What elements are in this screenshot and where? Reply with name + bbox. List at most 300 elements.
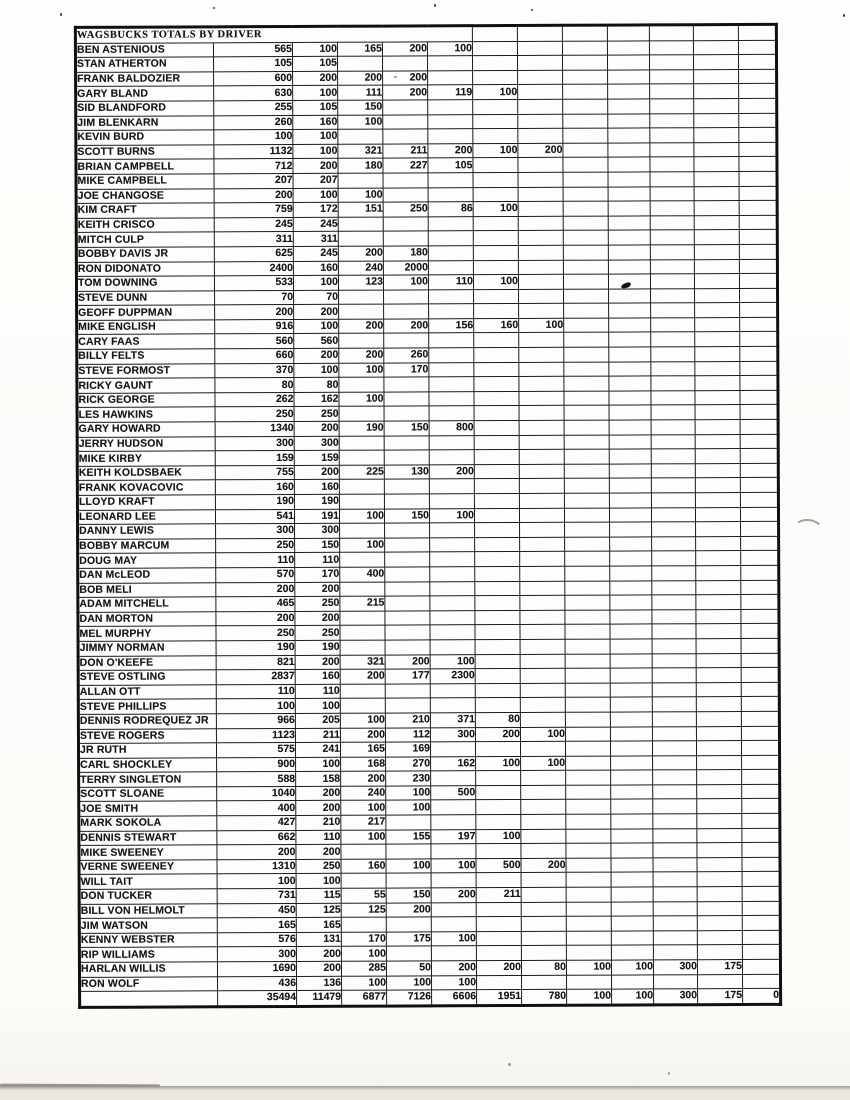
value-cell (565, 683, 610, 698)
value-cell: 250 (295, 596, 340, 611)
driver-name-cell: JIM WATSON (79, 918, 217, 933)
value-cell: 900 (217, 757, 296, 772)
value-cell (566, 800, 611, 815)
value-cell: 100 (293, 86, 338, 101)
driver-name-cell: DAN MORTON (78, 612, 216, 627)
value-cell (650, 172, 694, 187)
value-cell (473, 70, 518, 85)
value-cell (696, 653, 741, 668)
value-cell: 100 (427, 41, 472, 56)
driver-name-cell: BOBBY MARCUM (78, 539, 216, 554)
value-cell: 400 (340, 567, 385, 582)
value-cell (428, 187, 473, 202)
value-cell (428, 173, 473, 188)
value-cell (428, 129, 473, 144)
value-cell (651, 464, 695, 479)
value-cell: 100 (292, 42, 337, 57)
driver-name-cell: DANNY LEWIS (78, 524, 216, 539)
value-cell (518, 245, 563, 260)
value-cell (653, 916, 697, 931)
value-cell (610, 580, 652, 595)
value-cell: 100 (294, 319, 339, 334)
value-cell: 6606 (432, 990, 477, 1006)
driver-name-cell: RON DIDONATO (76, 261, 214, 276)
value-cell: 160 (341, 859, 386, 874)
value-cell (742, 930, 780, 945)
value-cell: 200 (216, 582, 295, 597)
value-cell (385, 552, 430, 567)
value-cell (609, 449, 651, 464)
value-cell (611, 931, 653, 946)
value-cell (519, 508, 564, 523)
value-cell (696, 595, 741, 610)
value-cell (740, 376, 778, 391)
value-cell (652, 653, 696, 668)
value-cell: 200 (382, 41, 427, 56)
value-cell (694, 84, 739, 99)
value-cell: 100 (473, 202, 518, 217)
value-cell (611, 756, 653, 771)
value-cell: 170 (384, 363, 429, 378)
driver-name-cell: TERRY SINGLETON (79, 772, 217, 787)
value-cell (697, 857, 742, 872)
title-empty-cell (562, 25, 607, 41)
value-cell: 150 (384, 508, 429, 523)
value-cell (476, 946, 521, 961)
value-cell: 100 (430, 654, 475, 669)
value-cell: 200 (341, 771, 386, 786)
value-cell (652, 595, 696, 610)
value-cell: 565 (213, 42, 292, 57)
value-cell: 250 (295, 626, 340, 641)
value-cell (475, 669, 520, 684)
value-cell: 1040 (217, 786, 296, 801)
driver-name-cell: MEL MURPHY (78, 626, 216, 641)
value-cell (741, 609, 779, 624)
value-cell (518, 99, 563, 114)
value-cell: 100 (214, 130, 293, 145)
value-cell (608, 186, 650, 201)
value-cell (518, 216, 563, 231)
value-cell (653, 814, 697, 829)
value-cell: 300 (653, 960, 697, 975)
value-cell: 270 (386, 757, 431, 772)
value-cell: 165 (337, 42, 382, 57)
value-cell (738, 40, 776, 55)
value-cell (338, 173, 383, 188)
value-cell (740, 317, 778, 332)
totals-empty-cell (80, 991, 218, 1007)
value-cell (340, 552, 385, 567)
value-cell (476, 844, 521, 859)
value-cell: 1340 (215, 422, 294, 437)
value-cell (650, 186, 694, 201)
value-cell (563, 172, 608, 187)
value-cell: 200 (476, 960, 521, 975)
value-cell (563, 230, 608, 245)
value-cell (742, 755, 780, 770)
value-cell (610, 566, 652, 581)
value-cell (430, 523, 475, 538)
value-cell: 200 (338, 71, 383, 86)
value-cell (565, 712, 610, 727)
value-cell: 100 (519, 318, 564, 333)
value-cell: 100 (340, 538, 385, 553)
value-cell (383, 114, 428, 129)
title-empty-cell (693, 25, 738, 41)
page-title: WAGSBUCKS TOTALS BY DRIVER (75, 26, 472, 43)
value-cell: 200 (215, 305, 294, 320)
value-cell: 80 (215, 378, 294, 393)
value-cell (341, 874, 386, 889)
value-cell: 100 (387, 975, 432, 990)
value-cell: 240 (341, 786, 386, 801)
value-cell: 200 (338, 246, 383, 261)
value-cell (431, 873, 476, 888)
value-cell: 211 (295, 728, 340, 743)
value-cell: 100 (431, 859, 476, 874)
driver-name-cell: WILL TAIT (79, 874, 217, 889)
value-cell: 170 (295, 567, 340, 582)
value-cell (429, 450, 474, 465)
value-cell (340, 684, 385, 699)
value-cell: 966 (216, 713, 295, 728)
value-cell: 800 (429, 421, 474, 436)
value-cell (521, 902, 566, 917)
value-cell (566, 873, 611, 888)
value-cell (473, 114, 518, 129)
value-cell (608, 113, 650, 128)
value-cell (651, 449, 695, 464)
value-cell: 169 (385, 742, 430, 757)
value-cell: 200 (295, 582, 340, 597)
value-cell (476, 742, 521, 757)
value-cell (740, 463, 778, 478)
value-cell (475, 639, 520, 654)
value-cell (518, 85, 563, 100)
value-cell (697, 916, 742, 931)
value-cell (473, 187, 518, 202)
value-cell: 110 (296, 830, 341, 845)
value-cell (519, 377, 564, 392)
driver-name-cell: DENNIS STEWART (79, 830, 217, 845)
value-cell (338, 129, 383, 144)
value-cell (610, 639, 652, 654)
value-cell (428, 260, 473, 275)
value-cell (739, 142, 777, 157)
value-cell (608, 216, 650, 231)
value-cell (518, 70, 563, 85)
value-cell: 180 (383, 246, 428, 261)
value-cell (339, 436, 384, 451)
wagsbucks-table (74, 23, 782, 1009)
value-cell (609, 391, 651, 406)
value-cell (383, 100, 428, 115)
value-cell: 100 (293, 129, 338, 144)
value-cell (384, 406, 429, 421)
value-cell (564, 493, 609, 508)
value-cell (739, 215, 777, 230)
driver-name-cell: SCOTT BURNS (76, 145, 214, 160)
value-cell (697, 872, 742, 887)
value-cell (697, 755, 742, 770)
value-cell (695, 332, 740, 347)
value-cell (385, 684, 430, 699)
pen-arc-mark (792, 518, 824, 543)
value-cell: 821 (216, 655, 295, 670)
value-cell (519, 333, 564, 348)
value-cell (476, 931, 521, 946)
value-cell (695, 376, 740, 391)
value-cell: 100 (295, 699, 340, 714)
value-cell (566, 931, 611, 946)
value-cell (741, 551, 779, 566)
value-cell (474, 406, 519, 421)
value-cell: 100 (338, 188, 383, 203)
driver-name-cell: STEVE PHILLIPS (78, 699, 216, 714)
value-cell (429, 479, 474, 494)
value-cell (339, 290, 384, 305)
value-cell (741, 536, 779, 551)
value-cell (610, 712, 652, 727)
value-cell (695, 390, 740, 405)
driver-name-cell: JIMMY NORMAN (78, 641, 216, 656)
value-cell: 576 (217, 932, 296, 947)
value-cell (521, 887, 566, 902)
value-cell: 245 (214, 217, 293, 232)
value-cell (608, 172, 650, 187)
scan-speck (508, 1063, 511, 1066)
driver-name-cell: MIKE ENGLISH (77, 320, 215, 335)
value-cell (339, 334, 384, 349)
value-cell (650, 128, 694, 143)
value-cell: 200 (296, 961, 341, 976)
value-cell (742, 813, 780, 828)
value-cell (654, 974, 698, 989)
value-cell (739, 84, 777, 99)
value-cell (697, 930, 742, 945)
value-cell (565, 537, 610, 552)
value-cell (518, 114, 563, 129)
value-cell (740, 288, 778, 303)
value-cell (696, 726, 741, 741)
value-cell: 165 (296, 917, 341, 932)
value-cell: 300 (217, 947, 296, 962)
value-cell (339, 494, 384, 509)
value-cell (610, 624, 652, 639)
value-cell (695, 288, 740, 303)
value-cell (383, 217, 428, 232)
value-cell: 227 (383, 158, 428, 173)
value-cell: 712 (214, 159, 293, 174)
value-cell: 165 (340, 742, 385, 757)
value-cell (651, 332, 695, 347)
value-cell: 170 (341, 932, 386, 947)
value-cell (608, 128, 650, 143)
value-cell (741, 667, 779, 682)
value-cell: 151 (338, 202, 383, 217)
value-cell: 311 (293, 232, 338, 247)
value-cell (609, 362, 651, 377)
value-cell (610, 683, 652, 698)
value-cell (650, 84, 694, 99)
value-cell: 300 (654, 989, 698, 1005)
value-cell (742, 886, 780, 901)
value-cell (652, 522, 696, 537)
value-cell: 11479 (297, 990, 342, 1006)
driver-name-cell: CARY FAAS (77, 334, 215, 349)
value-cell (611, 945, 653, 960)
value-cell (695, 493, 740, 508)
value-cell (386, 815, 431, 830)
value-cell (694, 259, 739, 274)
value-cell (385, 523, 430, 538)
value-cell (520, 654, 565, 669)
value-cell: 112 (385, 727, 430, 742)
value-cell: 100 (429, 508, 474, 523)
value-cell (653, 872, 697, 887)
driver-name-cell: MIKE CAMPBELL (76, 174, 214, 189)
driver-name-cell: MIKE SWEENEY (79, 845, 217, 860)
value-cell (610, 668, 652, 683)
value-cell (607, 41, 649, 56)
value-cell: 119 (428, 85, 473, 100)
value-cell: 205 (295, 713, 340, 728)
value-cell (739, 98, 777, 113)
value-cell (742, 872, 780, 887)
value-cell: 115 (296, 888, 341, 903)
value-cell (608, 230, 650, 245)
value-cell (695, 317, 740, 332)
value-cell (610, 726, 652, 741)
value-cell: 1132 (214, 144, 293, 159)
value-cell (339, 377, 384, 392)
value-cell (520, 625, 565, 640)
value-cell (474, 348, 519, 363)
value-cell (697, 887, 742, 902)
value-cell (474, 391, 519, 406)
value-cell (565, 654, 610, 669)
value-cell (694, 142, 739, 157)
value-cell (651, 303, 695, 318)
value-cell (474, 464, 519, 479)
value-cell (740, 449, 778, 464)
value-cell (653, 755, 697, 770)
value-cell (608, 84, 650, 99)
driver-name-cell: JIM BLENKARN (76, 115, 214, 130)
value-cell (385, 581, 430, 596)
value-cell: 50 (386, 961, 431, 976)
value-cell (652, 609, 696, 624)
value-cell (428, 231, 473, 246)
value-cell (611, 814, 653, 829)
value-cell (609, 332, 651, 347)
value-cell: 200 (217, 845, 296, 860)
value-cell (519, 435, 564, 450)
value-cell (563, 201, 608, 216)
value-cell (652, 580, 696, 595)
value-cell (739, 186, 777, 201)
value-cell (476, 771, 521, 786)
value-cell (520, 668, 565, 683)
value-cell (519, 464, 564, 479)
value-cell (698, 974, 743, 989)
value-cell: 100 (341, 801, 386, 816)
value-cell (696, 697, 741, 712)
driver-name-cell: RIP WILLIAMS (79, 947, 217, 962)
value-cell (651, 376, 695, 391)
value-cell (521, 873, 566, 888)
value-cell (474, 304, 519, 319)
scan-speck (843, 14, 845, 17)
value-cell (565, 581, 610, 596)
value-cell: 136 (297, 976, 342, 991)
value-cell (473, 231, 518, 246)
value-cell (338, 217, 383, 232)
value-cell (518, 158, 563, 173)
driver-name-cell: DOUG MAY (78, 553, 216, 568)
value-cell: 755 (215, 465, 294, 480)
driver-name-cell: RICK GEORGE (77, 393, 215, 408)
value-cell: 100 (293, 275, 338, 290)
value-cell (652, 726, 696, 741)
value-cell (653, 843, 697, 858)
value-cell: 130 (384, 465, 429, 480)
value-cell (696, 638, 741, 653)
value-cell (696, 551, 741, 566)
value-cell (608, 99, 650, 114)
value-cell (428, 216, 473, 231)
driver-name-cell: KEVIN BURD (76, 130, 214, 145)
driver-name-cell: KEITH KOLDSBAEK (77, 466, 215, 481)
value-cell (519, 406, 564, 421)
value-cell: 159 (215, 451, 294, 466)
value-cell (740, 346, 778, 361)
value-cell: 300 (215, 436, 294, 451)
value-cell (694, 55, 739, 70)
value-cell: 100 (296, 757, 341, 772)
value-cell (476, 917, 521, 932)
value-cell (611, 843, 653, 858)
value-cell: 0 (743, 989, 781, 1005)
value-cell (563, 187, 608, 202)
value-cell (564, 391, 609, 406)
value-cell: 255 (214, 100, 293, 115)
value-cell (695, 449, 740, 464)
value-cell (650, 230, 694, 245)
value-cell (695, 361, 740, 376)
value-cell (472, 41, 517, 56)
value-cell (521, 931, 566, 946)
value-cell (741, 682, 779, 697)
value-cell (383, 173, 428, 188)
value-cell (696, 711, 741, 726)
value-cell (565, 522, 610, 537)
value-cell (340, 611, 385, 626)
value-cell: 110 (216, 684, 295, 699)
value-cell (695, 463, 740, 478)
value-cell (520, 683, 565, 698)
value-cell: 177 (385, 669, 430, 684)
value-cell: 160 (293, 115, 338, 130)
value-cell (565, 624, 610, 639)
value-cell (340, 523, 385, 538)
value-cell (521, 829, 566, 844)
driver-name-cell: LES HAWKINS (77, 407, 215, 422)
value-cell (652, 697, 696, 712)
value-cell (385, 538, 430, 553)
driver-name-cell: FRANK KOVACOVIC (77, 480, 215, 495)
